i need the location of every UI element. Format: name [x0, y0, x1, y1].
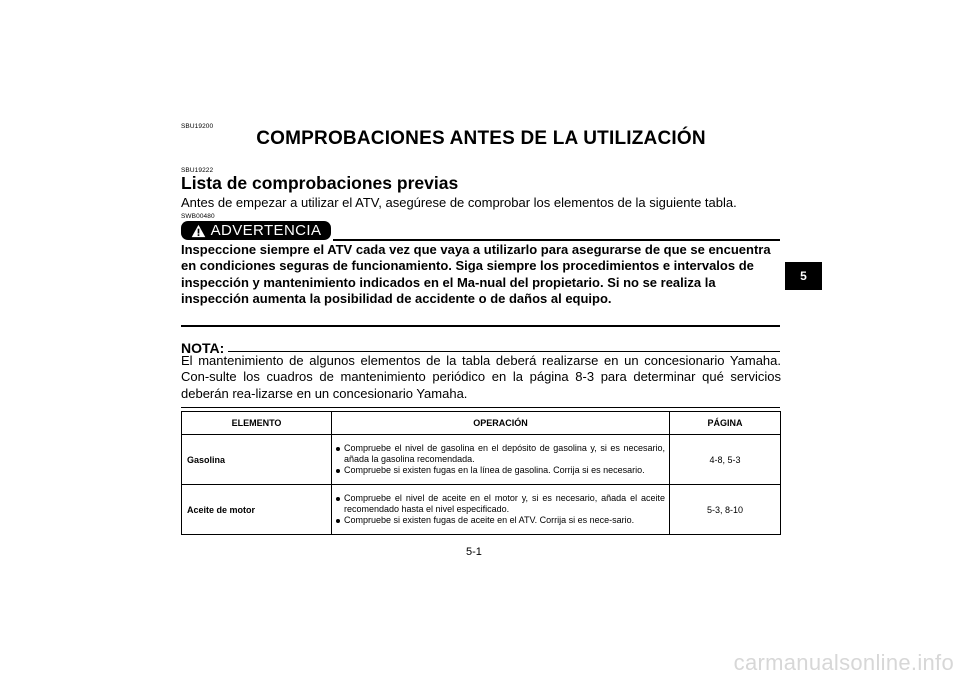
element-cell: Gasolina: [182, 435, 332, 485]
note-divider: [228, 351, 780, 352]
operation-item: [336, 515, 665, 526]
subsection-code: SBU19222: [181, 167, 214, 174]
note-label: NOTA:: [181, 340, 225, 356]
page-ref-cell: 4-8, 5-3: [670, 435, 781, 485]
warning-label: ADVERTENCIA: [210, 222, 322, 239]
operation-cell: [332, 435, 670, 485]
section-code: SBU19200: [181, 123, 214, 130]
watermark: carmanualsonline.info: [733, 650, 954, 675]
operation-text: Compruebe el nivel de gasolina en el depósito de gasolina y, si es necesario, añada la gasolina recomendada.: [344, 443, 665, 464]
note-bottom-rule: [181, 407, 780, 408]
pre-operation-checklist-table: [181, 411, 781, 535]
bullet-icon: [336, 497, 340, 501]
warning-badge: [181, 221, 331, 240]
operation-item: [336, 493, 665, 515]
bullet-icon: [336, 519, 340, 523]
warning-text: Inspeccione siempre el ATV cada vez que vaya a utilizarlo para asegurarse de que se encuentra en condiciones seguras de funcionamiento. Siga siempre los procedimientos e intervalos de inspección y mantenimiento indicados en el Ma-nual del propietario. Si no se realiza la inspección aumenta la posibilidad de accidente o de daños al equipo.: [181, 242, 771, 306]
operation-text: Compruebe el nivel de aceite en el motor y, si es necesario, añada el aceite recomendado hasta el nivel especificado.: [344, 493, 665, 514]
bullet-icon: [336, 447, 340, 451]
operation-item: [336, 443, 665, 465]
intro-paragraph: Antes de empezar a utilizar el ATV, asegúrese de comprobar los elementos de la siguiente tabla.: [181, 195, 737, 210]
page-number: 5-1: [466, 546, 482, 558]
page-title: COMPROBACIONES ANTES DE LA UTILIZACIÓN: [256, 128, 706, 149]
warning-bottom-rule: [181, 325, 780, 327]
page-ref-cell: 5-3, 8-10: [670, 485, 781, 535]
header-page: PÁGINA: [670, 412, 781, 435]
operation-text: Compruebe si existen fugas en la línea de gasolina. Corrija si es necesario.: [344, 465, 645, 475]
operation-item: [336, 465, 665, 476]
warning-triangle-icon: [191, 224, 206, 238]
header-operation: OPERACIÓN: [332, 412, 670, 435]
warning-divider: [333, 239, 780, 241]
table-row: [182, 485, 781, 535]
bullet-icon: [336, 469, 340, 473]
table-row: [182, 435, 781, 485]
table-header-row: [182, 412, 781, 435]
section-tab: 5: [785, 262, 822, 290]
element-cell: Aceite de motor: [182, 485, 332, 535]
warning-code: SWB00480: [181, 213, 215, 220]
section-heading: Lista de comprobaciones previas: [181, 173, 459, 193]
header-element: ELEMENTO: [182, 412, 332, 435]
operation-text: Compruebe si existen fugas de aceite en el ATV. Corrija si es nece-sario.: [344, 515, 635, 525]
operation-cell: [332, 485, 670, 535]
note-text: El mantenimiento de algunos elementos de la tabla deberá realizarse en un concesionario Yamaha. Con-sulte los cuadros de mantenimiento periódico en la página 8-3 para determinar qué servicios deberán rea-lizarse en un concesionario Yamaha.: [181, 353, 781, 401]
